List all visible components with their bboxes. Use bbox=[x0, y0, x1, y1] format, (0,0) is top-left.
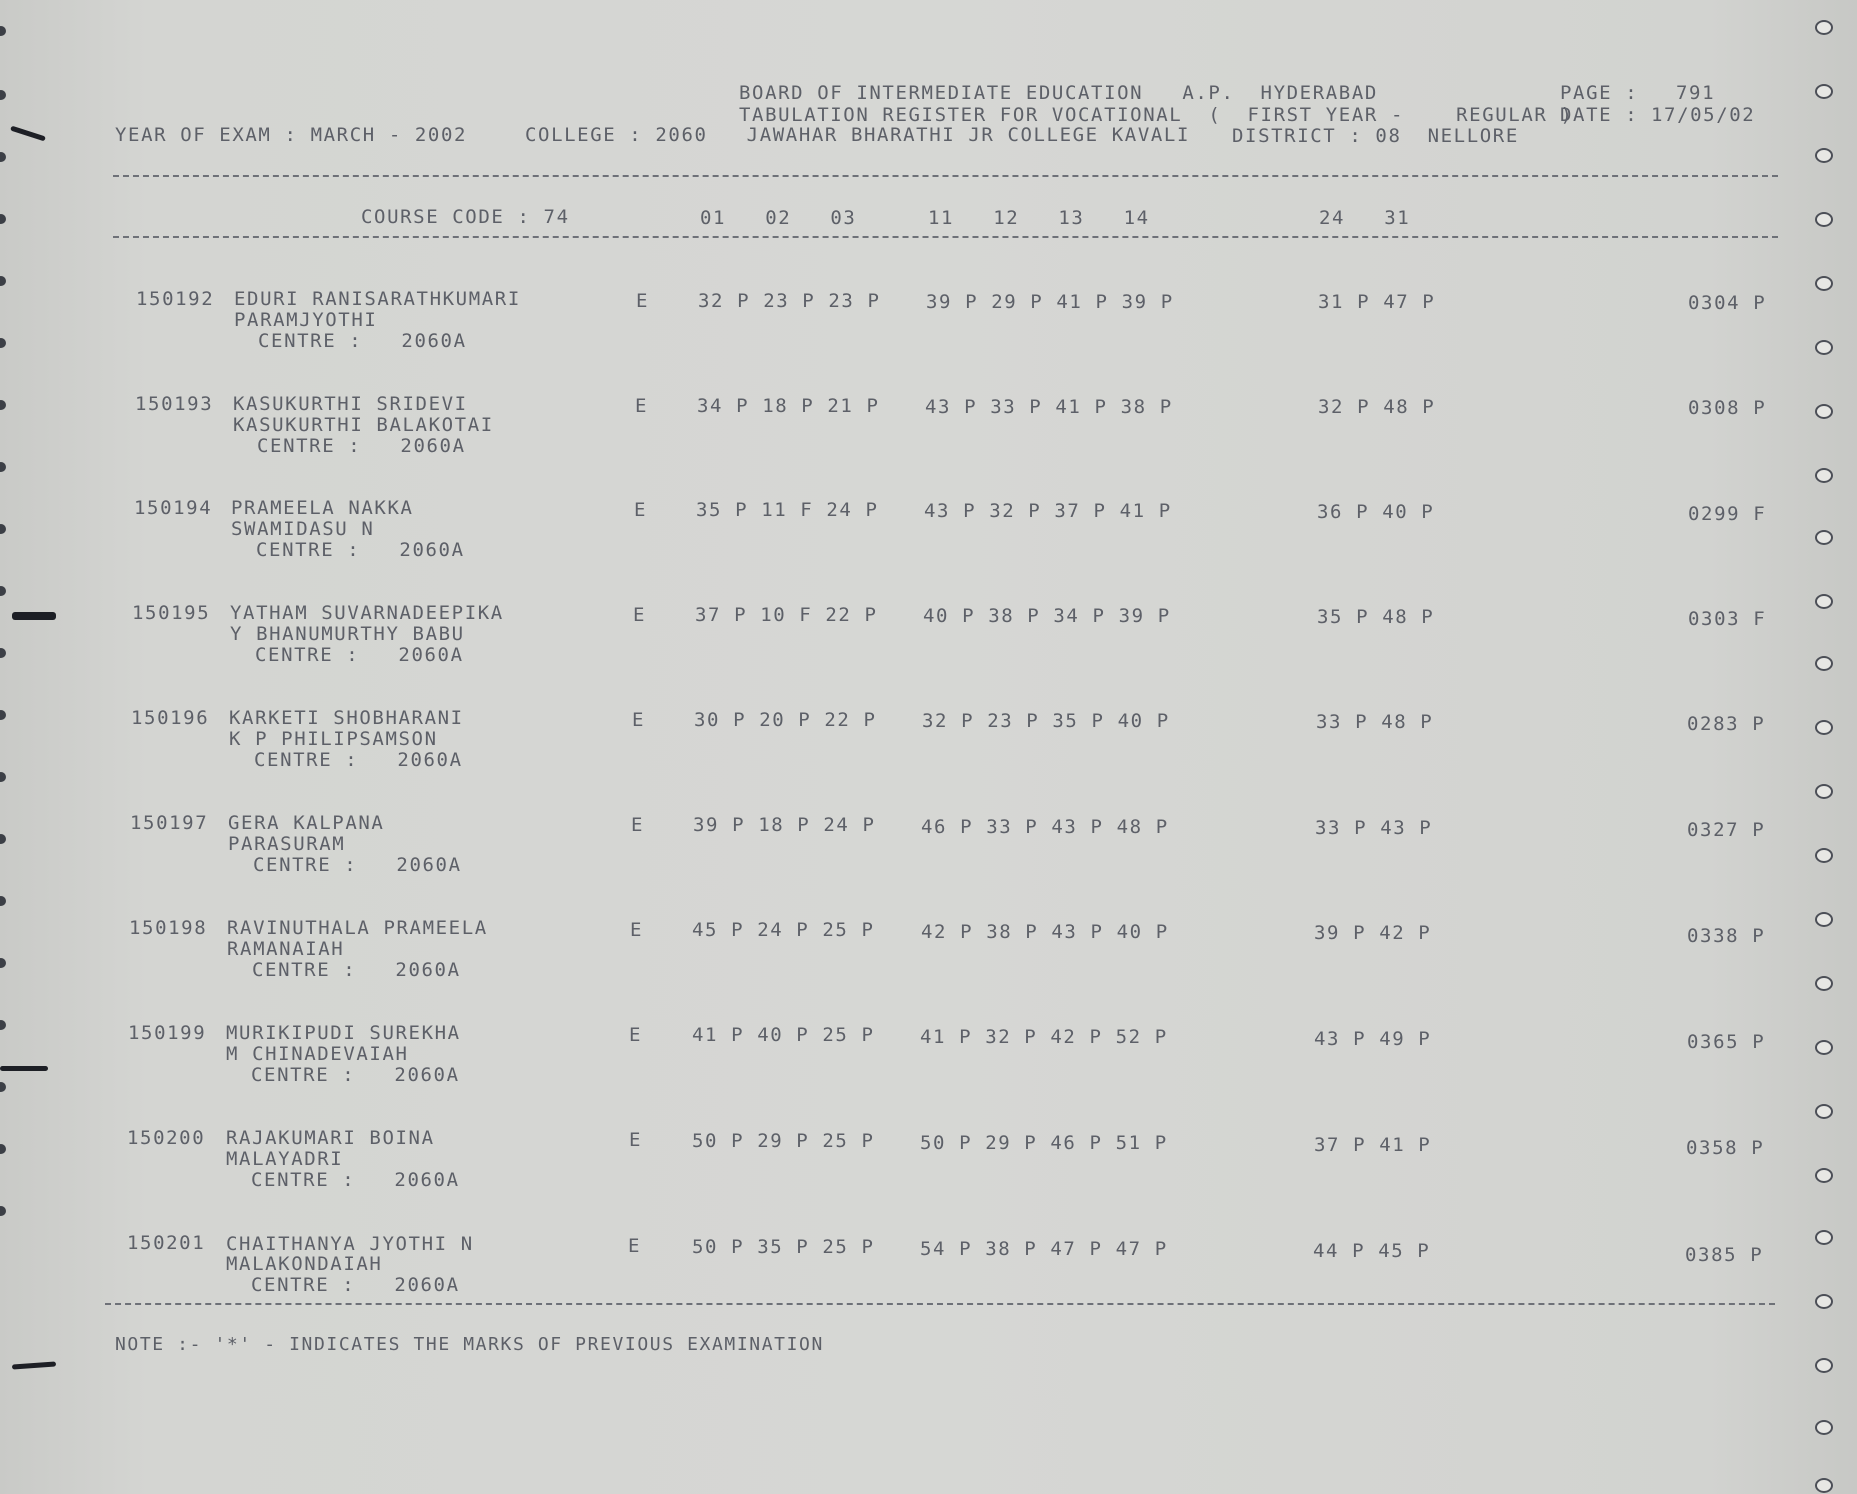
student-name: MURIKIPUDI SUREKHA bbox=[226, 1022, 461, 1044]
total-result: 0365 P bbox=[1687, 1031, 1766, 1053]
perforation-hole bbox=[1815, 720, 1833, 735]
course-divider bbox=[113, 236, 1778, 238]
subject-codes-group2: 11 12 13 14 bbox=[928, 207, 1150, 229]
marks-group3: 32 P 48 P bbox=[1318, 396, 1436, 418]
parent-name: PARAMJYOTHI bbox=[234, 309, 378, 331]
binding-thread bbox=[10, 126, 46, 142]
marks-group1: 34 P 18 P 21 P bbox=[697, 395, 880, 417]
footer-note: NOTE :- '*' - INDICATES THE MARKS OF PREVIOUS EXAMINATION bbox=[115, 1334, 824, 1355]
binding-thread bbox=[0, 1066, 48, 1071]
perforation-hole bbox=[1815, 1420, 1833, 1435]
medium: E bbox=[629, 1024, 643, 1046]
marks-group2: 50 P 29 P 46 P 51 P bbox=[920, 1132, 1168, 1154]
student-name: KASUKURTHI SRIDEVI bbox=[233, 393, 468, 415]
marks-group3: 33 P 48 P bbox=[1316, 711, 1434, 733]
header-divider bbox=[113, 175, 1778, 177]
parent-name: RAMANAIAH bbox=[227, 938, 345, 960]
marks-group2: 46 P 33 P 43 P 48 P bbox=[921, 816, 1169, 838]
hall-ticket-number: 150193 bbox=[135, 393, 214, 415]
perforation-hole bbox=[1815, 594, 1833, 609]
centre-code: CENTRE : 2060A bbox=[256, 539, 465, 561]
marks-group2: 43 P 33 P 41 P 38 P bbox=[925, 396, 1173, 418]
year-of-exam: YEAR OF EXAM : MARCH - 2002 bbox=[115, 124, 468, 146]
binding-hole bbox=[0, 1206, 6, 1216]
medium: E bbox=[636, 290, 650, 312]
total-result: 0385 P bbox=[1685, 1244, 1764, 1266]
binding-hole bbox=[0, 710, 6, 720]
binding-hole bbox=[0, 338, 6, 348]
hall-ticket-number: 150200 bbox=[127, 1127, 206, 1149]
marks-group2: 40 P 38 P 34 P 39 P bbox=[923, 605, 1171, 627]
marks-group3: 39 P 42 P bbox=[1314, 922, 1432, 944]
perforation-hole bbox=[1815, 212, 1833, 227]
perforation-hole bbox=[1815, 148, 1833, 163]
student-name: EDURI RANISARATHKUMARI bbox=[234, 288, 521, 310]
marks-group3: 43 P 49 P bbox=[1314, 1028, 1432, 1050]
subject-codes-group1: 01 02 03 bbox=[700, 207, 857, 229]
perforation-hole bbox=[1815, 20, 1833, 35]
marks-group3: 36 P 40 P bbox=[1317, 501, 1435, 523]
board-title: BOARD OF INTERMEDIATE EDUCATION A.P. HYDERABAD bbox=[739, 82, 1378, 104]
perforation-hole bbox=[1815, 656, 1833, 671]
binding-hole bbox=[0, 1144, 6, 1154]
medium: E bbox=[634, 499, 648, 521]
binding-hole bbox=[0, 1082, 6, 1092]
centre-code: CENTRE : 2060A bbox=[254, 749, 463, 771]
marks-group2: 43 P 32 P 37 P 41 P bbox=[924, 500, 1172, 522]
binding-hole bbox=[0, 1020, 6, 1030]
marks-group1: 50 P 35 P 25 P bbox=[692, 1236, 875, 1258]
centre-code: CENTRE : 2060A bbox=[257, 435, 466, 457]
medium: E bbox=[628, 1235, 642, 1257]
parent-name: MALAYADRI bbox=[226, 1148, 344, 1170]
marks-group2: 39 P 29 P 41 P 39 P bbox=[926, 291, 1174, 313]
college-line: COLLEGE : 2060 JAWAHAR BHARATHI JR COLLEGE KAVALI bbox=[525, 124, 1190, 146]
total-result: 0299 F bbox=[1688, 503, 1767, 525]
course-code: COURSE CODE : 74 bbox=[361, 206, 570, 228]
marks-group1: 37 P 10 F 22 P bbox=[695, 604, 878, 626]
perforation-hole bbox=[1815, 404, 1833, 419]
student-name: GERA KALPANA bbox=[228, 812, 385, 834]
binding-thread bbox=[12, 1361, 56, 1369]
hall-ticket-number: 150201 bbox=[127, 1232, 206, 1254]
footer-divider bbox=[105, 1303, 1775, 1305]
centre-code: CENTRE : 2060A bbox=[255, 644, 464, 666]
hall-ticket-number: 150195 bbox=[132, 602, 211, 624]
centre-code: CENTRE : 2060A bbox=[252, 959, 461, 981]
total-result: 0304 P bbox=[1688, 292, 1767, 314]
marks-group2: 42 P 38 P 43 P 40 P bbox=[921, 921, 1169, 943]
binding-hole bbox=[0, 214, 6, 224]
student-name: CHAITHANYA JYOTHI N bbox=[226, 1233, 474, 1255]
perforation-hole bbox=[1815, 1478, 1833, 1493]
district-line: DISTRICT : 08 NELLORE bbox=[1232, 125, 1519, 147]
hall-ticket-number: 150198 bbox=[129, 917, 208, 939]
parent-name: MALAKONDAIAH bbox=[226, 1253, 383, 1275]
binding-hole bbox=[0, 648, 6, 658]
hall-ticket-number: 150197 bbox=[130, 812, 209, 834]
perforation-hole bbox=[1815, 340, 1833, 355]
medium: E bbox=[629, 1129, 643, 1151]
centre-code: CENTRE : 2060A bbox=[251, 1274, 460, 1296]
medium: E bbox=[635, 395, 649, 417]
perforation-hole bbox=[1815, 1168, 1833, 1183]
perforation-hole bbox=[1815, 1104, 1833, 1119]
perforation-hole bbox=[1815, 976, 1833, 991]
hall-ticket-number: 150192 bbox=[136, 288, 215, 310]
marks-group1: 39 P 18 P 24 P bbox=[693, 814, 876, 836]
perforation-hole bbox=[1815, 912, 1833, 927]
student-name: PRAMEELA NAKKA bbox=[231, 497, 414, 519]
binding-hole bbox=[0, 400, 6, 410]
binding-hole bbox=[0, 90, 6, 100]
student-name: RAVINUTHALA PRAMEELA bbox=[227, 917, 488, 939]
marks-group3: 31 P 47 P bbox=[1318, 291, 1436, 313]
marks-group3: 33 P 43 P bbox=[1315, 817, 1433, 839]
medium: E bbox=[633, 604, 647, 626]
binding-hole bbox=[0, 276, 6, 286]
centre-code: CENTRE : 2060A bbox=[253, 854, 462, 876]
subject-codes-group3: 24 31 bbox=[1319, 207, 1411, 229]
marks-group1: 45 P 24 P 25 P bbox=[692, 919, 875, 941]
hall-ticket-number: 150199 bbox=[128, 1022, 207, 1044]
parent-name: M CHINADEVAIAH bbox=[226, 1043, 409, 1065]
perforation-hole bbox=[1815, 848, 1833, 863]
total-result: 0303 F bbox=[1688, 608, 1767, 630]
binding-thread bbox=[12, 612, 56, 620]
perforation-hole bbox=[1815, 530, 1833, 545]
parent-name: K P PHILIPSAMSON bbox=[229, 728, 438, 750]
perforation-hole bbox=[1815, 1230, 1833, 1245]
binding-hole bbox=[0, 834, 6, 844]
centre-code: CENTRE : 2060A bbox=[251, 1169, 460, 1191]
hall-ticket-number: 150194 bbox=[134, 497, 213, 519]
total-result: 0358 P bbox=[1686, 1137, 1765, 1159]
hall-ticket-number: 150196 bbox=[131, 707, 210, 729]
marks-group1: 30 P 20 P 22 P bbox=[694, 709, 877, 731]
marks-group2: 32 P 23 P 35 P 40 P bbox=[922, 710, 1170, 732]
binding-hole bbox=[0, 586, 6, 596]
marks-group1: 50 P 29 P 25 P bbox=[692, 1130, 875, 1152]
student-name: YATHAM SUVARNADEEPIKA bbox=[230, 602, 504, 624]
parent-name: SWAMIDASU N bbox=[231, 518, 375, 540]
total-result: 0283 P bbox=[1687, 713, 1766, 735]
date-value: 17/05/02 bbox=[1651, 104, 1756, 126]
date-label: DATE : bbox=[1560, 104, 1639, 126]
binding-hole bbox=[0, 958, 6, 968]
register-title: TABULATION REGISTER FOR VOCATIONAL ( FIRST YEAR - REGULAR ) bbox=[739, 104, 1574, 126]
parent-name: Y BHANUMURTHY BABU bbox=[230, 623, 465, 645]
parent-name: PARASURAM bbox=[228, 833, 346, 855]
total-result: 0338 P bbox=[1687, 925, 1766, 947]
binding-hole bbox=[0, 524, 6, 534]
binding-hole bbox=[0, 152, 6, 162]
marks-group1: 41 P 40 P 25 P bbox=[692, 1024, 875, 1046]
binding-hole bbox=[0, 772, 6, 782]
marks-group2: 54 P 38 P 47 P 47 P bbox=[920, 1238, 1168, 1260]
perforation-hole bbox=[1815, 1040, 1833, 1055]
medium: E bbox=[632, 709, 646, 731]
centre-code: CENTRE : 2060A bbox=[258, 330, 467, 352]
perforation-hole bbox=[1815, 276, 1833, 291]
perforation-hole bbox=[1815, 1358, 1833, 1373]
perforation-hole bbox=[1815, 784, 1833, 799]
binding-hole bbox=[0, 26, 6, 36]
marks-group3: 35 P 48 P bbox=[1317, 606, 1435, 628]
medium: E bbox=[630, 919, 644, 941]
student-name: RAJAKUMARI BOINA bbox=[226, 1127, 435, 1149]
marks-group3: 44 P 45 P bbox=[1313, 1240, 1431, 1262]
centre-code: CENTRE : 2060A bbox=[251, 1064, 460, 1086]
student-name: KARKETI SHOBHARANI bbox=[229, 707, 464, 729]
total-result: 0327 P bbox=[1687, 819, 1766, 841]
marks-group3: 37 P 41 P bbox=[1314, 1134, 1432, 1156]
marks-group1: 32 P 23 P 23 P bbox=[698, 290, 881, 312]
perforation-hole bbox=[1815, 468, 1833, 483]
page-number: 791 bbox=[1676, 82, 1716, 104]
binding-hole bbox=[0, 896, 6, 906]
perforation-hole bbox=[1815, 1294, 1833, 1309]
binding-hole bbox=[0, 462, 6, 472]
parent-name: KASUKURTHI BALAKOTAI bbox=[233, 414, 494, 436]
perforation-hole bbox=[1815, 84, 1833, 99]
marks-group1: 35 P 11 F 24 P bbox=[696, 499, 879, 521]
page-label: PAGE : bbox=[1560, 82, 1639, 104]
medium: E bbox=[631, 814, 645, 836]
total-result: 0308 P bbox=[1688, 397, 1767, 419]
marks-group2: 41 P 32 P 42 P 52 P bbox=[920, 1026, 1168, 1048]
